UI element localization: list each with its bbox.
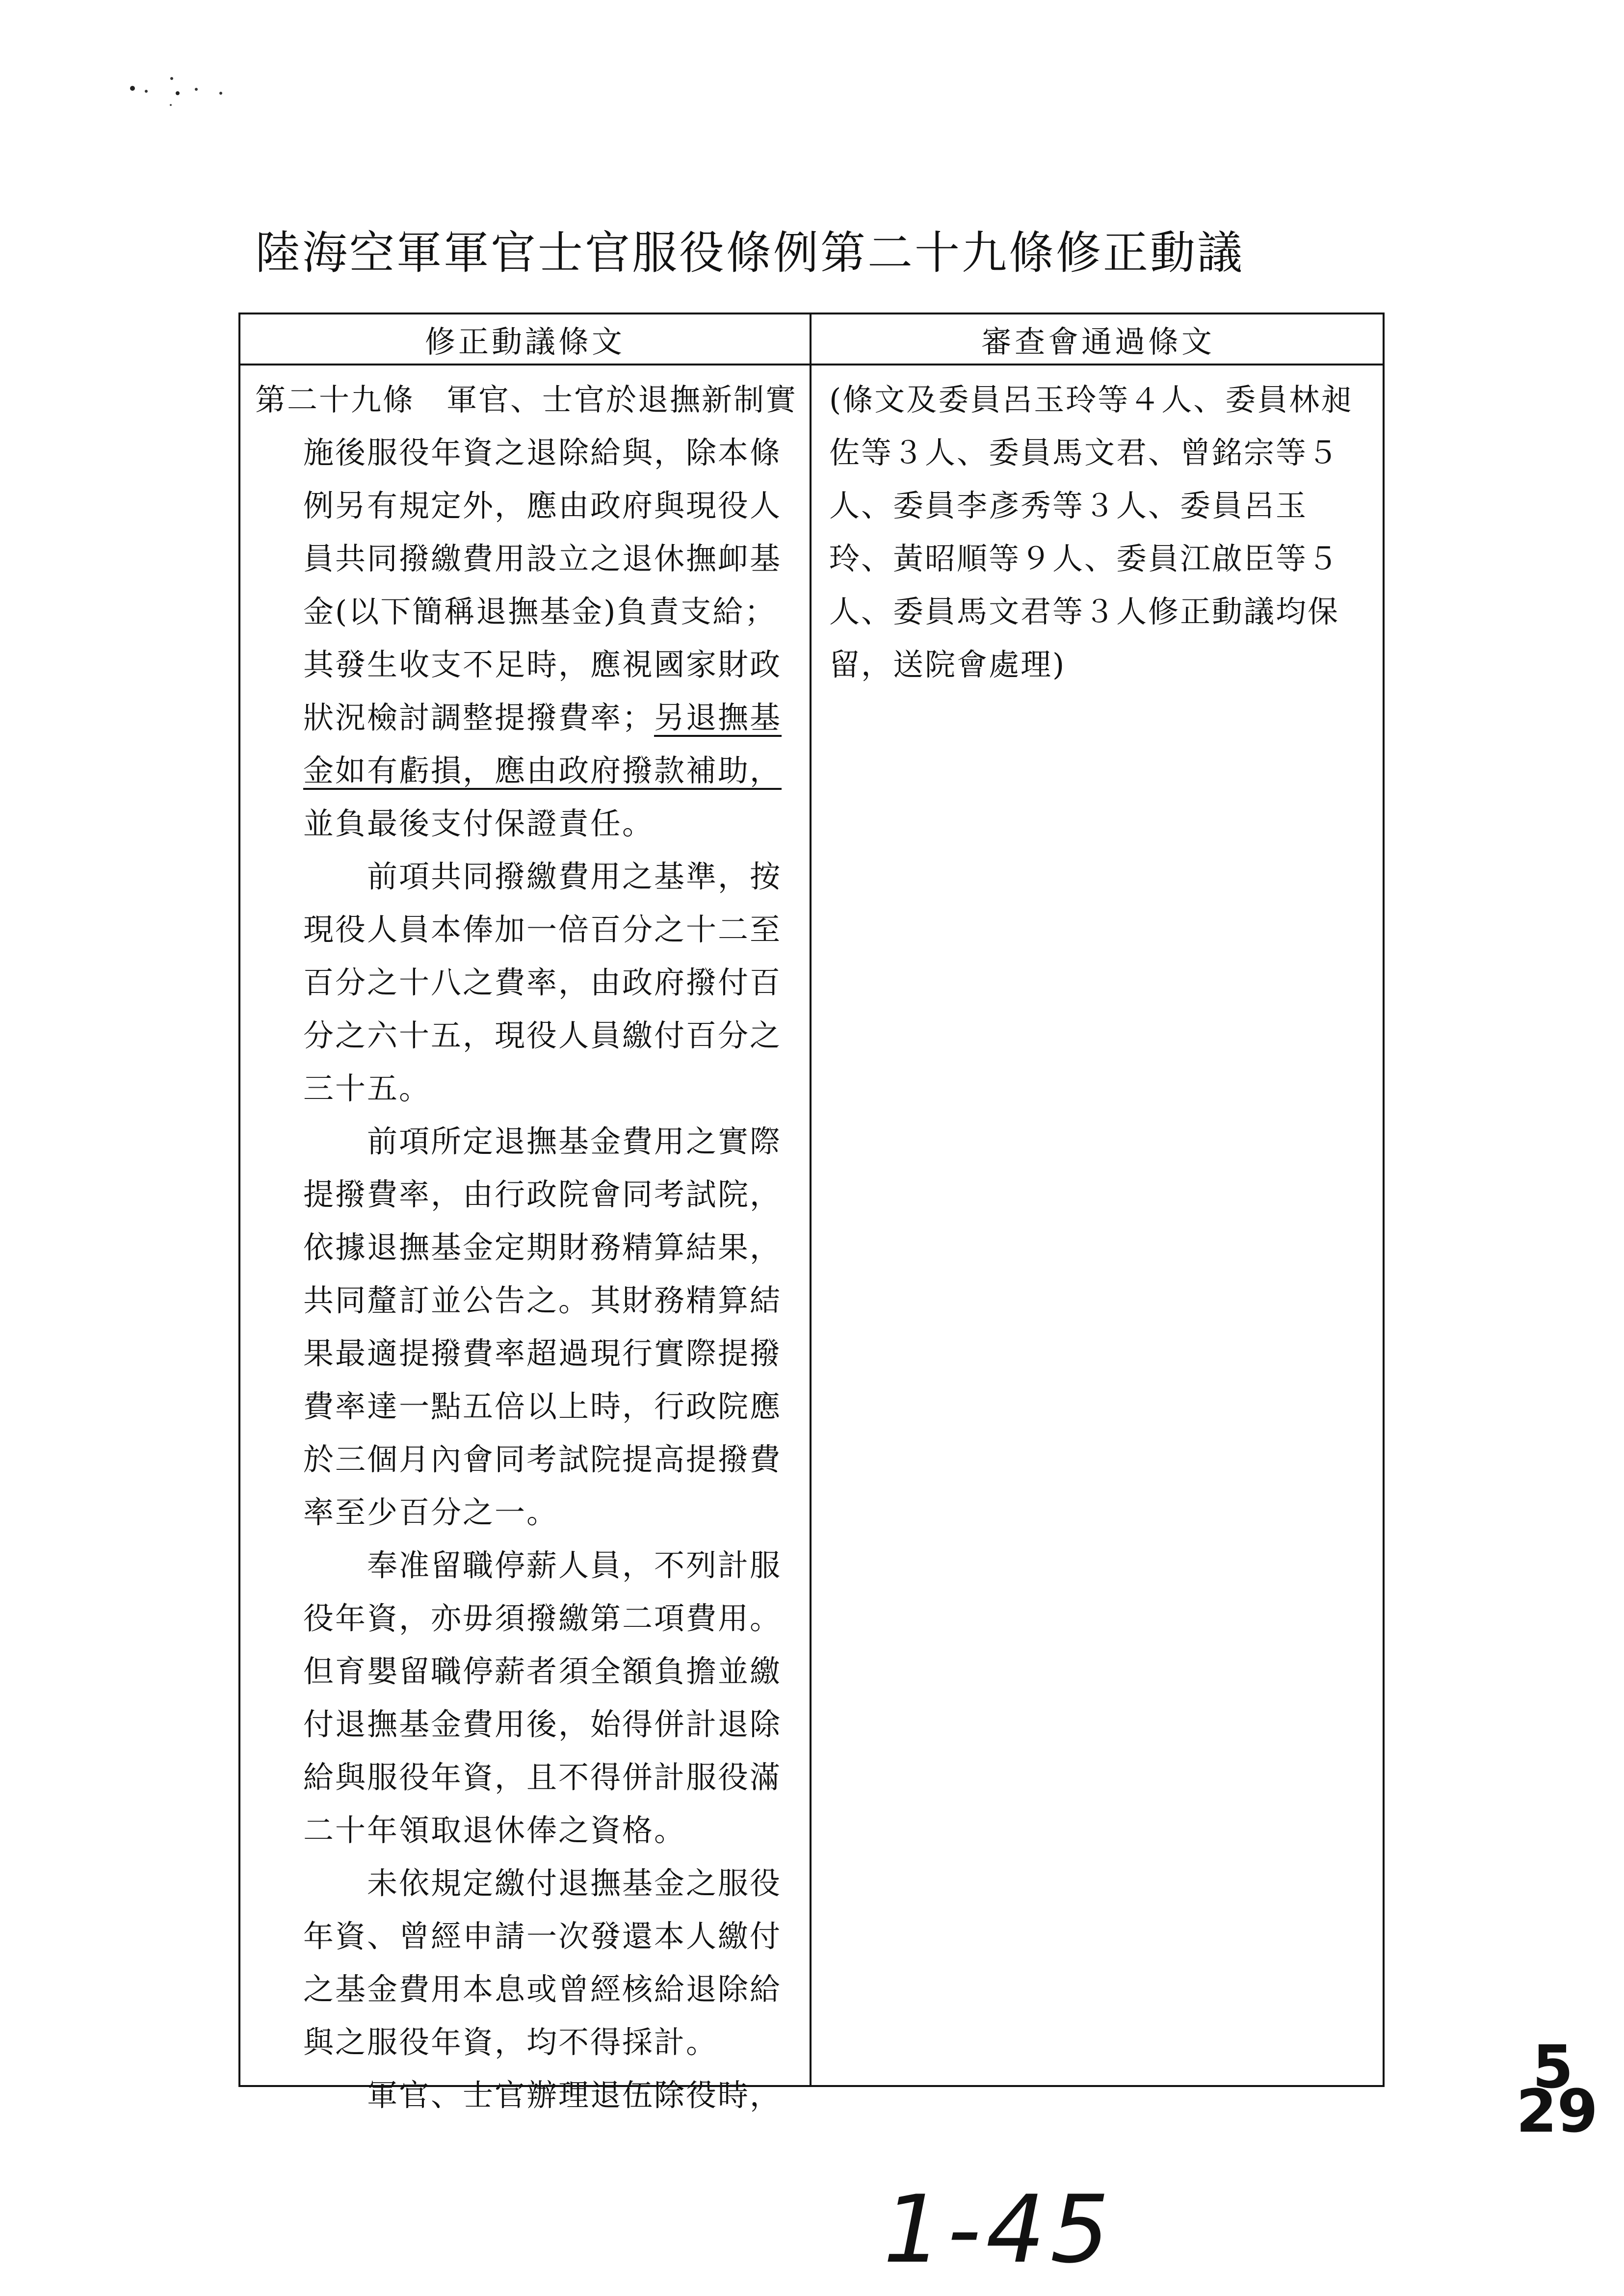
header-amendment-text: 修正動議條文 xyxy=(424,323,625,360)
article-paragraph-6: 軍官、士官辦理退伍除役時， xyxy=(367,2077,782,2113)
handwritten-page-number: 1-45 xyxy=(883,2175,1115,2284)
article-paragraph-1 xyxy=(255,373,800,850)
document-title: 陸海空軍軍官士官服役條例第二十九條修正動議 xyxy=(255,227,1245,279)
column-divider xyxy=(810,314,812,2085)
amendment-text-cell xyxy=(255,373,800,2122)
amended-underlined-text: 另退撫基金如有虧損，應由政府撥款補助， xyxy=(303,700,782,788)
article-paragraph-2: 前項共同撥繳費用之基準，按現役人員本俸加一倍百分之十二至百分之十八之費率，由政府撥付百分之六十五，現役人員繳付百分之三十五。 xyxy=(303,859,782,1106)
header-committee-text: 審查會通過條文 xyxy=(981,323,1215,360)
article-paragraph-3: 前項所定退撫基金費用之實際提撥費率，由行政院會同考試院，依據退撫基金定期財務精算結果，共同釐訂並公告之。其財務精算結果最適提撥費率超過現行實際提撥費率達一點五倍以上時，行政院應於三個月內會同考試院提高提撥費率至少百分之一。 xyxy=(303,1123,782,1530)
article-paragraph-tail: 並負最後支付保證責任。 xyxy=(303,806,655,841)
article-paragraph-lead: 第二十九條 軍官、士官於退撫新制實施後服役年資之退除給與，除本條例另有規定外，應由政府與現役人員共同撥繳費用設立之退休撫卹基金(以下簡稱退撫基金)負責支給；其發生收支不足時，應視國家財政狀況檢討調整提撥費率； xyxy=(255,382,798,735)
committee-reservation-note: (條文及委員呂玉玲等４人、委員林昶佐等３人、委員馬文君、曾銘宗等５人、委員李彥秀等３人、委員呂玉玲、黃昭順等９人、委員江啟臣等５人、委員馬文君等３人修正動議均保留，送院會處理) xyxy=(829,382,1353,682)
scan-speck-marks xyxy=(123,64,250,123)
article-paragraph-5: 未依規定繳付退撫基金之服役年資、曾經申請一次發還本人繳付之基金費用本息或曾經核給退除給與之服役年資，均不得採計。 xyxy=(303,1865,782,2060)
article-paragraph-4: 奉准留職停薪人員，不列計服役年資，亦毋須撥繳第二項費用。但育嬰留職停薪者須全額負擔並繳付退撫基金費用後，始得併計退除給與服役年資，且不得併計服役滿二十年領取退休俸之資格。 xyxy=(303,1547,782,1848)
header-rule xyxy=(240,364,1383,365)
handwritten-margin-note: 5 29 xyxy=(1516,2034,1598,2146)
comparison-table xyxy=(238,313,1385,2113)
committee-text-cell xyxy=(829,373,1369,691)
